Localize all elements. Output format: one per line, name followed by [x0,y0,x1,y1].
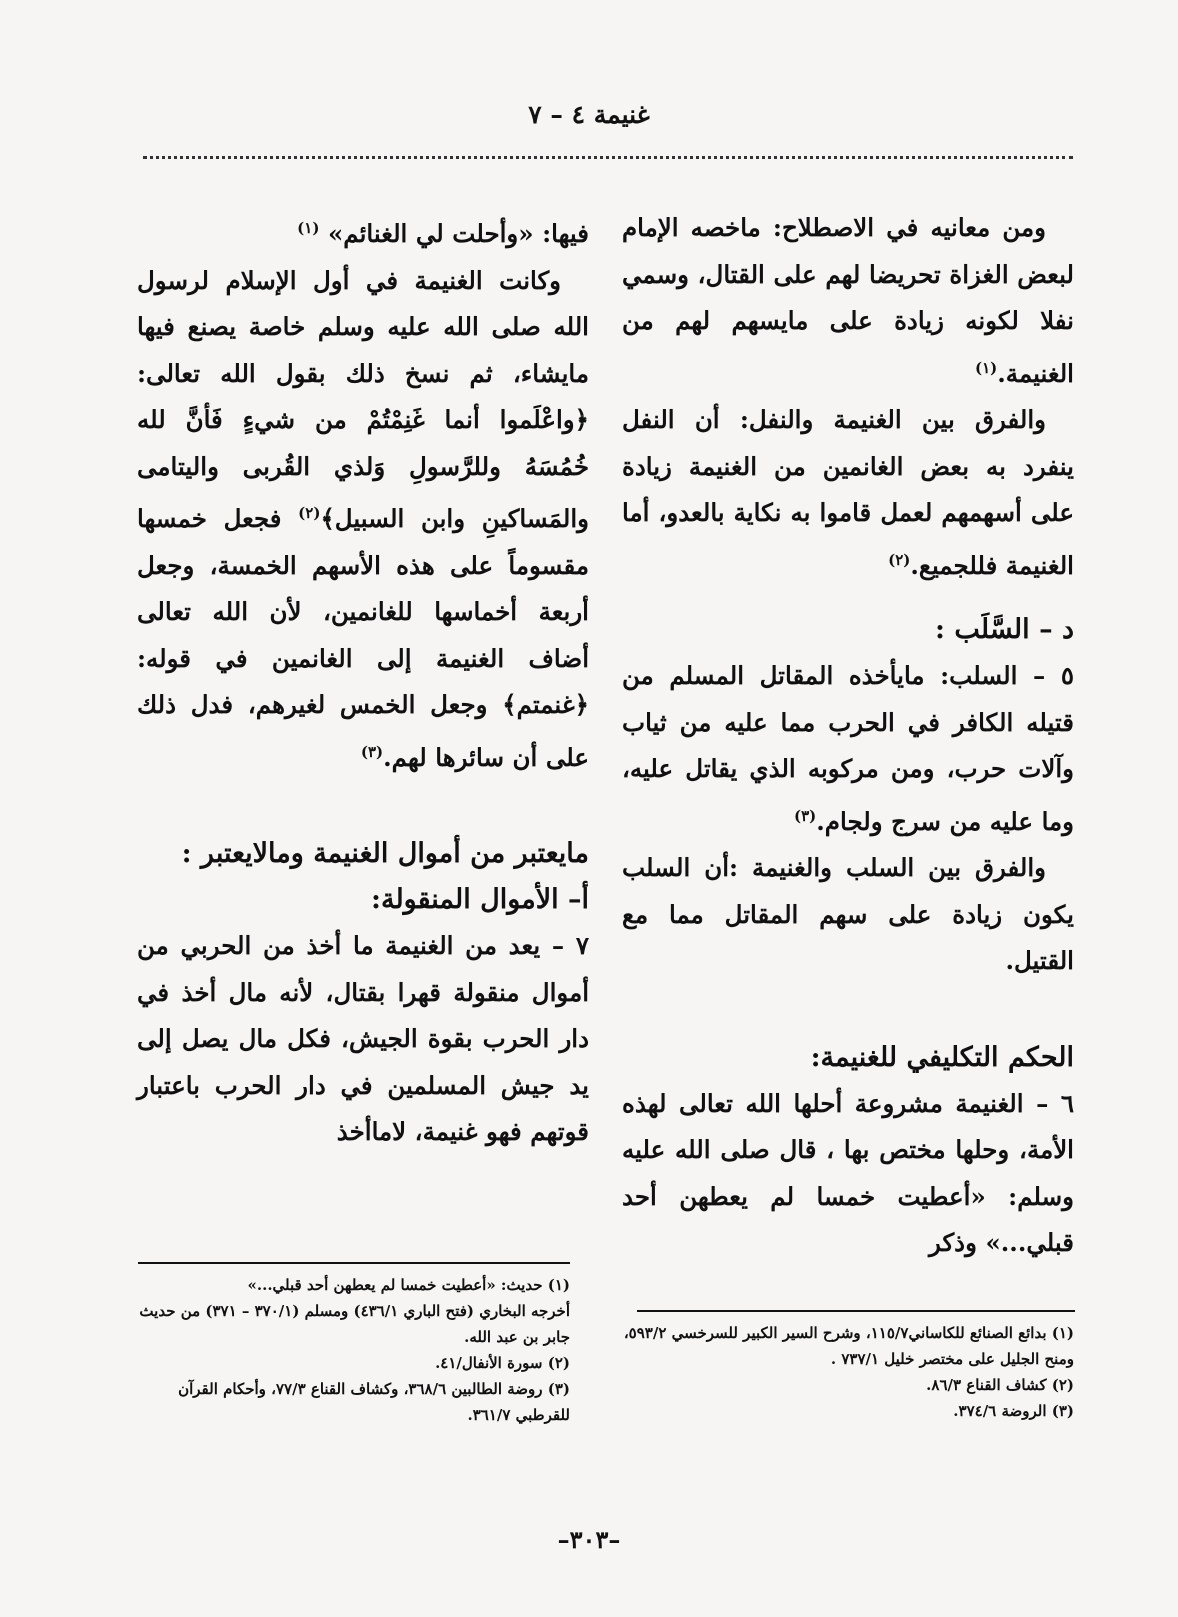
footnote-ref: (١) [297,219,320,237]
footnote: (١) بدائع الصنائع للكاساني١١٥/٧، وشرح السير الكبير للسرخسي ٥٩٣/٢، ومنح الجليل على مختصر خليل ٧٣٧/١ . [623,1324,1074,1368]
footnote: (٣) روضة الطالبين ٣٦٨/٦، وكشاف القناع ٧٧/٣، وأحكام القرآن للقرطبي ٣٦١/٧. [178,1380,570,1424]
section-heading-hukm: الحكم التكليفي للغنيمة: [810,1041,1074,1073]
paragraph-nafl-difference: والفرق بين الغنيمة والنفل: أن النفل ينفرد به بعض الغانمين من الغنيمة زيادة على أسهمهم لعمل قاموا به نكاية بالعدو، أما الغنيمة فللجميع.$^{(٢)}$ [622,405,1074,580]
paragraph-manqula: ٧ – يعد من الغنيمة ما أخذ من الحربي من أموال منقولة قهرا بقتال، لأنه مال أخذ في دار الحرب بقوة الجيش، فكل مال يصل إلى يد جيش المسلمين في دار الحرب باعتبار قوتهم فهو غنيمة، لاماأخذ [137,931,589,1147]
footnote: (١) حديث: «أعطيت خمسا لم يعطهن أحد قبلي...» [247,1276,570,1294]
right-column [622,205,1074,1267]
header-dotted-rule [143,156,1073,159]
footnote-ref: (١) [975,358,998,377]
left-column [137,205,589,1156]
running-head: غنيمة ٤ – ٧ [528,100,650,129]
section-heading-salab: د – السَّلَب : [935,614,1074,646]
footnotes-left [130,1272,570,1428]
footnote-ref: (٢) [298,504,321,523]
footnote: (٣) الروضة ٣٧٤/٦. [953,1402,1074,1420]
paragraph-hukm: ٦ – الغنيمة مشروعة أحلها الله تعالى لهذه الأمة، وحلها مختص بها ، قال صلى الله عليه وسلم: «أعطيت خمسا لم يعطهن أحد قبلي...» وذكر [622,1088,1074,1258]
footnote: (٢) سورة الأنفال/٤١. [435,1354,570,1372]
footnote-ref: (٣) [794,806,817,825]
paragraph-ghanima-history: وكانت الغنيمة في أول الإسلام لرسول الله صلى الله عليه وسلم خاصة يصنع فيها مايشاء، ثم نسخ ذلك بقول الله تعالى: ﴿واعْلَموا أنما غَنِمْتُمْ من شيءٍ فَأنَّ لله خُمُسَهُ وللرَّسولِ وَلذي القُربى واليتامى والمَساكينِ وابن السبيل﴾$^{(٢)}$ فجعل خمسها مقسوماً على هذه الأسهم الخمسة، وجعل أربعة أخماسها للغانمين، لأن الله تعالى أضاف الغنيمة إلى الغانمين في قوله: ﴿غنمتم﴾ وجعل الخمس لغيرهم، فدل ذلك على أن سائرها لهم.$^{(٣)}$ [137,265,590,772]
footnote-ref: (٣) [360,742,384,761]
footnote: (٢) كشاف القناع ٨٦/٣. [926,1376,1074,1394]
paragraph-hadith-continuation: فيها: «وأحلت لي الغنائم» $^{(١)}$ [297,219,589,249]
paragraph-nafl-definition: ومن معانيه في الاصطلاح: ماخصه الإمام لبعض الغزاة تحريضا لهم على القتال، وسمي نفلا لكونه زيادة على مايسهم لهم من الغنيمة.$^{(١)}$ [622,213,1074,388]
footnote-rule-right [637,1310,1075,1312]
section-heading-manqula: أ– الأموال المنقولة: [371,884,589,916]
footnote-ref: (٢) [888,550,911,569]
section-heading-ma-yutabar: مايعتبر من أموال الغنيمة ومالايعتبر : [181,838,589,870]
page-number: –٣٠٣– [557,1525,621,1554]
footnote: أخرجه البخاري (فتح الباري ٤٣٦/١) ومسلم (٣٧٠/١ – ٣٧١) من حديث جابر بن عبد الله. [139,1302,570,1346]
footnotes-right [622,1320,1074,1424]
paragraph-salab-difference: والفرق بين السلب والغنيمة :أن السلب يكون زيادة على سهم المقاتل مما مع القتيل. [622,853,1074,976]
footnote-rule-left [138,1262,570,1264]
paragraph-salab-definition: ٥ – السلب: مايأخذه المقاتل المسلم من قتيله الكافر في الحرب مما عليه من ثياب وآلات حرب، ومن مركوبه الذي يقاتل عليه، وما عليه من سرج ولجام.$^{(٣)}$ [622,661,1074,836]
